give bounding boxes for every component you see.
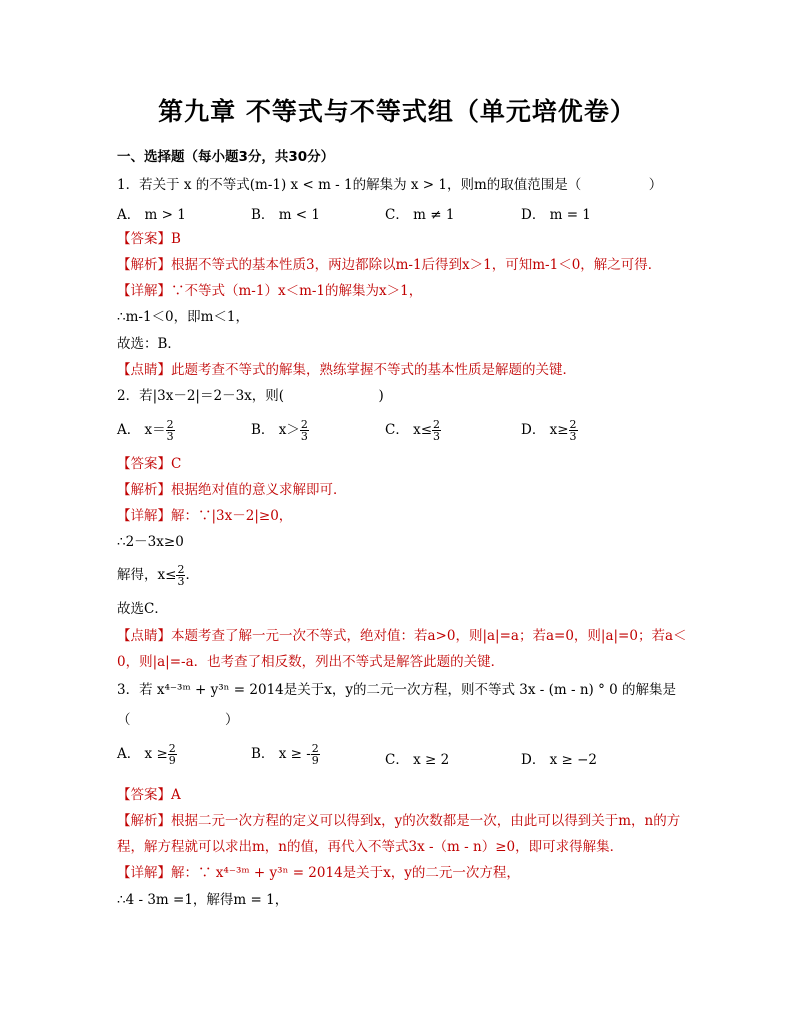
question-3-stem-bracket: （ ） [117,712,239,728]
q1-option-b: B． m < 1 [251,207,320,223]
q2-comment-line-2: 0，则|a|=-a．也考查了相反数，列出不等式是解答此题的关键． [117,654,505,670]
q2-detail-line-4: 故选C． [117,601,168,617]
question-3-stem: 3．若 x⁴⁻³ᵐ + y³ⁿ = 2014是关于x，y的二元一次方程，则不等式 3x - (m - n) ° 0 的解集是 [117,682,677,698]
q1-analysis: 【解析】根据不等式的基本性质3，两边都除以m-1后得到x＞1，可知m-1＜0，解之可得． [117,257,662,273]
q1-option-c: C． m ≠ 1 [385,207,455,223]
q2-option-c: C． x≤ $\frac{2}{3}$ [385,418,441,443]
q3-option-b: B． x ≥ - $\frac{2}{9}$ [251,742,319,767]
q3-analysis-line-1: 【解析】根据二元一次方程的定义可以得到x，y的次数都是一次，由此可以得到关于m，n的方 [117,813,681,829]
q3-detail-line-1: 【详解】解：∵ x⁴⁻³ᵐ + y³ⁿ = 2014是关于x，y的二元一次方程， [117,865,520,881]
q2-option-d: D． x≥ $\frac{2}{3}$ [521,418,577,443]
q2-detail-line-1: 【详解】解：∵|3x－2|≥0， [117,508,293,524]
question-2-stem: 2．若|3x－2|＝2－3x，则( ) [117,388,384,404]
q3-option-a: A． x ≥ $\frac{2}{9}$ [117,742,176,767]
q3-answer: 【答案】A [117,787,181,803]
q2-detail-line-2: ∴2－3x≥0 [117,534,184,550]
q3-option-c: C． x ≥ 2 [385,752,450,768]
section-heading: 一、选择题（每小题3分，共30分） [117,149,335,165]
q1-detail-line-2: ∴m-1＜0，即m＜1， [117,309,250,325]
q2-detail-line-3: 解得，x≤ $\frac{2}{3}$ ． [117,563,199,588]
q3-analysis-line-2: 程，解方程就可以求出m，n的值，再代入不等式3x -（m - n）≥0，即可求得解集． [117,839,624,855]
page-title: 第九章 不等式与不等式组（单元培优卷） [158,97,636,126]
q1-option-a: A． m > 1 [117,207,186,223]
question-1-stem: 1．若关于 x 的不等式(m-1) x < m - 1的解集为 x > 1，则m的取值范围是（ ） [117,177,663,193]
q2-analysis: 【解析】根据绝对值的意义求解即可． [117,482,347,498]
q2-answer: 【答案】C [117,456,182,472]
q1-detail-line-1: 【详解】∵不等式（m-1）x＜m-1的解集为x＞1， [117,283,423,299]
q1-comment: 【点睛】此题考查不等式的解集，熟练掌握不等式的基本性质是解题的关键． [117,362,576,378]
q2-option-a: A． x＝ $\frac{2}{3}$ [117,418,174,443]
q1-detail-line-3: 故选：B． [117,336,181,352]
q2-option-b: B． x＞ $\frac{2}{3}$ [251,418,308,443]
q3-detail-line-2: ∴4 - 3m =1，解得m = 1， [117,892,289,908]
q2-comment-line-1: 【点睛】本题考查了解一元一次不等式，绝对值：若a>0，则|a|=a；若a=0，则|a|=0；若a＜ [117,628,687,644]
q1-answer: 【答案】B [117,231,181,247]
q3-option-d: D． x ≥ −2 [521,752,598,768]
q1-option-d: D． m = 1 [521,207,591,223]
